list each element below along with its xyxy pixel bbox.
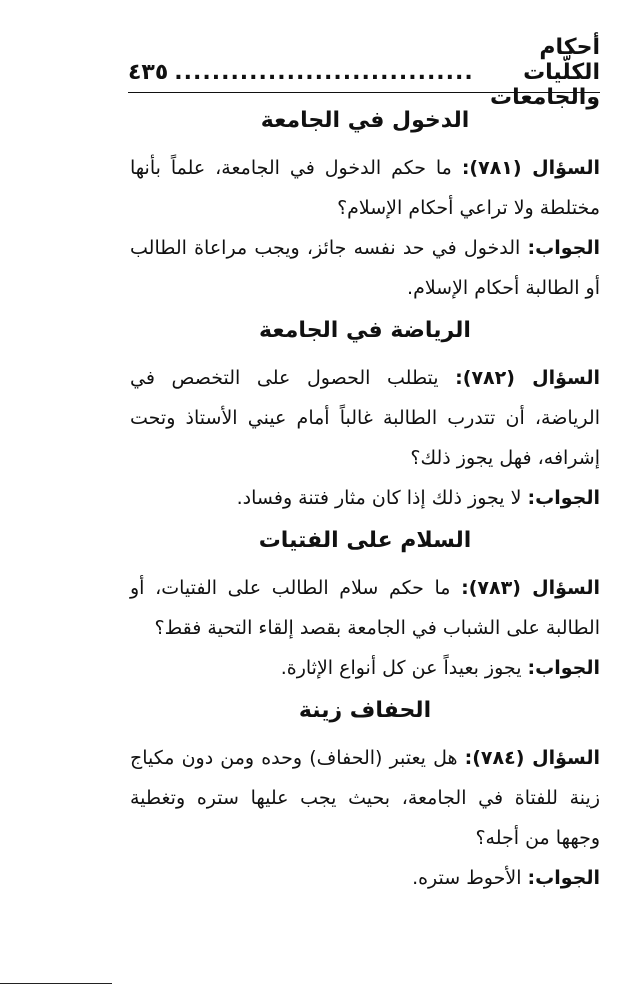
question-label: السؤال (٧٨١): (461, 157, 600, 179)
question-paragraph (130, 148, 600, 228)
question-label: السؤال (٧٨٤): (464, 747, 600, 769)
question-paragraph (130, 738, 600, 858)
section-title: السلام على الفتيات (258, 528, 472, 553)
question-label: السؤال (٧٨٣): (461, 577, 600, 599)
page-number: ٤٣٥ (128, 59, 169, 85)
answer-label: الجواب: (527, 487, 600, 509)
section-title: الحفاف زينة (298, 698, 432, 723)
question-text: هل يعتبر (الحفاف) وحده ومن دون مكياج زينة للفتاة في الجامعة، بحيث يجب عليها ستره وتغطية وجهها من أجله؟ (130, 747, 600, 849)
bottom-rule (0, 983, 112, 984)
question-text: ما حكم سلام الطالب على الفتيات، أو الطالبة على الشباب في الجامعة بقصد إلقاء التحية فقط؟ (130, 577, 600, 639)
question-paragraph (130, 568, 600, 648)
question-label: السؤال (٧٨٢): (455, 367, 600, 389)
answer-paragraph (130, 228, 600, 308)
answer-paragraph (130, 478, 600, 518)
section (130, 694, 600, 898)
answer-text: الدخول في حد نفسه جائز، ويجب مراعاة الطالب أو الطالبة أحكام الإسلام. (130, 237, 600, 299)
section-title: الرياضة في الجامعة (259, 318, 471, 343)
page-content (130, 98, 600, 898)
answer-paragraph (130, 858, 600, 898)
header-title: أحكام الكلّيات والجامعات (490, 34, 600, 110)
answer-label: الجواب: (527, 657, 600, 679)
running-header (128, 34, 600, 110)
question-text: ما حكم الدخول في الجامعة، علماً بأنها مختلطة ولا تراعي أحكام الإسلام؟ (130, 157, 600, 219)
question-paragraph (130, 358, 600, 478)
answer-text: لا يجوز ذلك إذا كان مثار فتنة وفساد. (236, 487, 522, 509)
header-leader-dots: ................................ (174, 59, 474, 85)
question-text: يتطلب الحصول على التخصص في الرياضة، أن تتدرب الطالبة غالباً أمام عيني الأستاذ وتحت إشرافه، فهل يجوز ذلك؟ (130, 367, 600, 469)
section (130, 104, 600, 308)
answer-label: الجواب: (527, 867, 600, 889)
answer-text: الأحوط ستره. (412, 867, 522, 889)
answer-text: يجوز بعيداً عن كل أنواع الإثارة. (280, 657, 522, 679)
section (130, 314, 600, 518)
section-title: الدخول في الجامعة (260, 108, 470, 133)
answer-paragraph (130, 648, 600, 688)
section (130, 524, 600, 688)
answer-label: الجواب: (527, 237, 600, 259)
